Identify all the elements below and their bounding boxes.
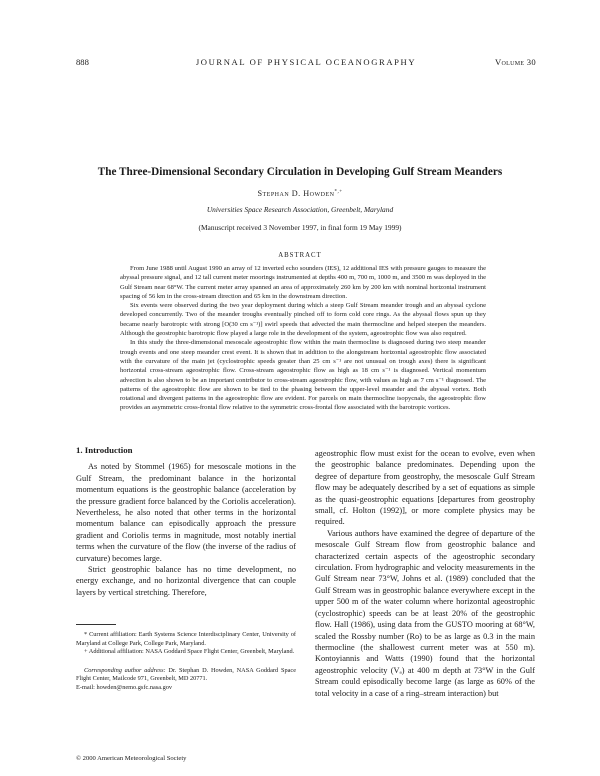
page-number: 888 [76,57,89,67]
abstract-paragraph: From June 1988 until August 1990 an array of 12 inverted echo sounders (IES), 12 additional IES with pressure gauges to measure the abyssal pressure signal, and 12 tall current meter moorings instrumented at depths 400 m, 700 m, 1000 m, and 3500 m was deployed in the Gulf Stream near 68°W. The current meter array spanned an area of approximately 260 km by 200 km with nominal horizontal instrument spacing of 56 km in the cross-stream direction and 65 km in the downstream direction. [120,265,486,300]
article-title: The Three-Dimensional Secondary Circulation in Developing Gulf Stream Meanders [97,166,503,178]
footnote-rule [76,624,116,625]
footnote-additional-affiliation: + Additional affiliation: NASA Goddard Space Flight Center, Greenbelt, Maryland. [84,648,295,655]
body-paragraph: Various authors have examined the degree of departure of the mesoscale Gulf Stream flow from geostrophic balance and characterized certain aspects of the ageostrophic secondary circulation. From hydrographic and velocity measurements in the Gulf Stream near 73°W, Johns et al. (1989) concluded that the Gulf Stream was in geostrophic balance everywhere except in the upper 500 m of the water column where horizontal ageostrophic (cyclostrophic) speeds can be at least 20% of the geostrophic flow. Hall (1986), using data from the GUSTO mooring at 68°W, scaled the Rossby number (Ro) to be as large as 0.3 in the main thermocline (the shallowest current meter was at 550 m). Kontoyiannis and Watts (1990) found that the horizontal ageostrophic velocity (Vₐ) at 400 m depth at 73°W in the Gulf Stream could episodically become large (as large as 60% of the total velocity in a case of a ring–stream interaction) but [315,528,535,698]
left-column [76,445,296,598]
running-head [76,57,536,69]
author-email[interactable]: E-mail: howden@nemo.gsfc.nasa.gov [76,683,173,691]
right-column [315,448,535,699]
author-name: Stephan D. Howden [257,189,335,198]
body-paragraph: Strict geostrophic balance has no time development, no energy exchange, and no horizontal divergence that can couple layers by vertical stretching. Therefore, [76,565,296,597]
journal-name: JOURNAL OF PHYSICAL OCEANOGRAPHY [195,57,417,67]
received-dates: (Manuscript received 3 November 1997, in final form 19 May 1999) [198,223,402,232]
corresponding-label: Corresponding author address: [84,666,166,674]
abstract [120,264,486,413]
footnotes [76,624,296,692]
abstract-paragraph: In this study the three-dimensional mesoscale ageostrophic flow within the main thermocline is diagnosed during two steep meander trough events and one steep meander crest event. It is shown that in addition to the alongstream horizontal ageostrophic flow associated with the curvature of the main jet (cyclostrophic speeds greater than 25 cm s⁻¹ are not unusual on trough axes) there is significant horizontal cross-stream ageostrophic flow. Cross-stream ageostrophic flow as high as 18 cm s⁻¹ is diagnosed. Vertical momentum advection is also shown to be an important contributor to cross-stream ageostrophic flow, with values as high as 7 cm s⁻¹ diagnosed. The patterns of the ageostrophic flow are shown to be tied to the phasing between the upper-level meander and the abyssal vortex. Both rotational and divergent patterns in the ageostrophic flow are evident. For parcels on main thermocline isopycnals, the ageostrophic flow provides an asymmetric cross-frontal flow relative to the symmetric cross-frontal flow associated with the barotropic vortices. [120,339,486,412]
abstract-paragraph: Six events were observed during the two year deployment during which a steep Gulf Stream meander trough and an abyssal cyclone developed concurrently. Two of the meander troughs eventually pinched off to form cold core rings. As the abyssal flows spun up they became nearly barotropic with strong [O(30 cm s⁻¹)] swirl speeds that advected the main thermocline and helped steepen the meanders. Although the geostrophic barotropic flow played a large role in the development of the system, ageostrophic flow was also required. [120,302,486,338]
author-marks: *,+ [334,189,343,195]
copyright-notice: © 2000 American Meteorological Society [76,755,187,762]
footnote-current-affiliation: * Current affiliation: Earth Systems Science Interdisciplinary Center, University of Maryland at College Park, College Park, Maryland. [76,631,296,647]
corresponding-author [76,667,296,684]
abstract-heading: ABSTRACT [278,252,322,259]
affiliation: Universities Space Research Association, Greenbelt, Maryland [206,205,394,214]
volume-label: Volume 30 [495,57,536,67]
corresponding-address: Dr. Stephan D. Howden, NASA Goddard Space Flight Center, Mailcode 971, Greenbelt, MD 20771. [76,666,296,682]
body-paragraph: As noted by Stommel (1965) for mesoscale motions in the Gulf Stream, the predominant balance in the horizontal momentum equations is the geostrophic balance (acceleration by the pressure gradient force balanced by the Coriolis acceleration). Nevertheless, he also noted that other terms in the horizontal momentum balance can episodically approach the pressure gradient and Coriolis terms in magnitude, most notably inertial terms when the curvature of the flow (the inverse of the radius of curvature) becomes large. [76,462,296,563]
body-paragraph-continued: ageostrophic flow must exist for the ocean to evolve, even when the geostrophic balance predominates. Depending upon the degree of departure from geostrophy, the mesoscale Gulf Stream flow may be adequately described by a set of equations as simple as the quasi-geostrophic equations [departures from geostrophy small, cf. Holton (1992)], or more complete physics may be required. [315,449,535,527]
section-heading: 1. Introduction [76,445,133,455]
author-line [60,189,540,198]
